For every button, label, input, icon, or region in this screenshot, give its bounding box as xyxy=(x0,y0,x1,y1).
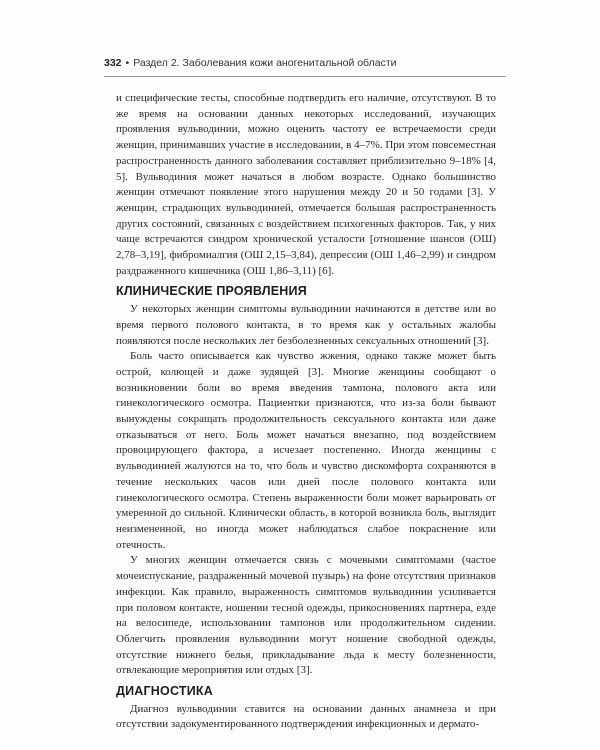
paragraph-urinary: У многих женщин отмечается связь с мочевыми симптомами (частое мочеиспускание, раздраженный мочевой пузырь) на фоне отсутствия признаков инфекции. Как правило, выраженность симптомов вульводинии усиливается при половом контакте, ношении тесной одежды, прикосновениях партнера, езде на велосипеде, использовании тампонов или продолжительном сидении. Облегчить проявления вульводинии могут ношение свободной одежды, отсутствие нижнего белья, прикладывание льда к месту болезненности, отвлекающие мероприятия или отдых [3]. xyxy=(116,554,496,677)
paragraph-onset: У некоторых женщин симптомы вульводинии начинаются в детстве или во время первого полового контакта, в то время как у остальных жалобы появляются после нескольких лет безболезненных сексуальных отношений [3]. xyxy=(116,303,496,347)
paragraph-diagnosis: Диагноз вульводинии ставится на основании данных анамнеза и при отсутствии задокументированного подтверждения инфекционных и дермато- xyxy=(116,702,496,731)
running-title: Раздел 2. Заболевания кожи аногенитальной области xyxy=(133,57,397,69)
header-rule xyxy=(104,76,506,77)
body-text xyxy=(116,91,496,733)
paragraph-epidemiology: и специфические тесты, способные подтвердить его наличие, отсутствуют. В то же время на основании данных некоторых исследований, изучающих проявления вульводинии, можно оценить частоту ее встречаемости среди женщин, принимавших участие в исследовании, в 4–7%. При этом повсеместная распространенность данного заболевания составляет приблизительно 9–18% [4, 5]. Вульводиния может начаться в любом возрасте. Однако большинство женщин отмечают появление этого нарушения между 20 и 50 годами [3]. У женщин, страдающих вульводинией, отмечается большая распространенность других состояний, связанных с воздействием психогенных факторов. Так, у них чаще встречаются синдром хронической усталости [отношение шансов (ОШ) 2,78–3,19], фибромиалгия (ОШ 2,15–3,84), депрессия (ОШ 1,46–2,99) и синдром раздраженного кишечника (ОШ 1,86–3,11) [6]. xyxy=(116,92,496,277)
header-bullet: • xyxy=(125,57,130,69)
paragraph-pain: Боль часто описывается как чувство жжения, однако также может быть острой, колющей и даже зудящей [3]. Многие женщины сообщают о возникновении боли во время введения тампона, полового акта или гинекологического осмотра. Пациентки признаются, что из-за боли бывают вынуждены сокращать продолжительность сексуального контакта или даже отказываться от него. Боль может начаться внезапно, под воздействием провоцирующего фактора, а исчезает постепенно. Иногда женщины с вульводинией жалуются на то, что боль и чувство дискомфорта сохраняются в течение нескольких часов или дней после полового контакта или гинекологического осмотра. Степень выраженности боли может варьировать от умеренной до сильной. Клинически область, в которой возникла боль, выглядит неизмененной, но иногда может наблюдаться слабое покраснение или отечность. xyxy=(116,350,496,551)
heading-clinical-manifestations: КЛИНИЧЕСКИЕ ПРОЯВЛЕНИЯ xyxy=(116,284,307,299)
running-header xyxy=(104,57,506,69)
heading-diagnostics: ДИАГНОСТИКА xyxy=(116,684,213,699)
page-number: 332 xyxy=(104,57,122,69)
